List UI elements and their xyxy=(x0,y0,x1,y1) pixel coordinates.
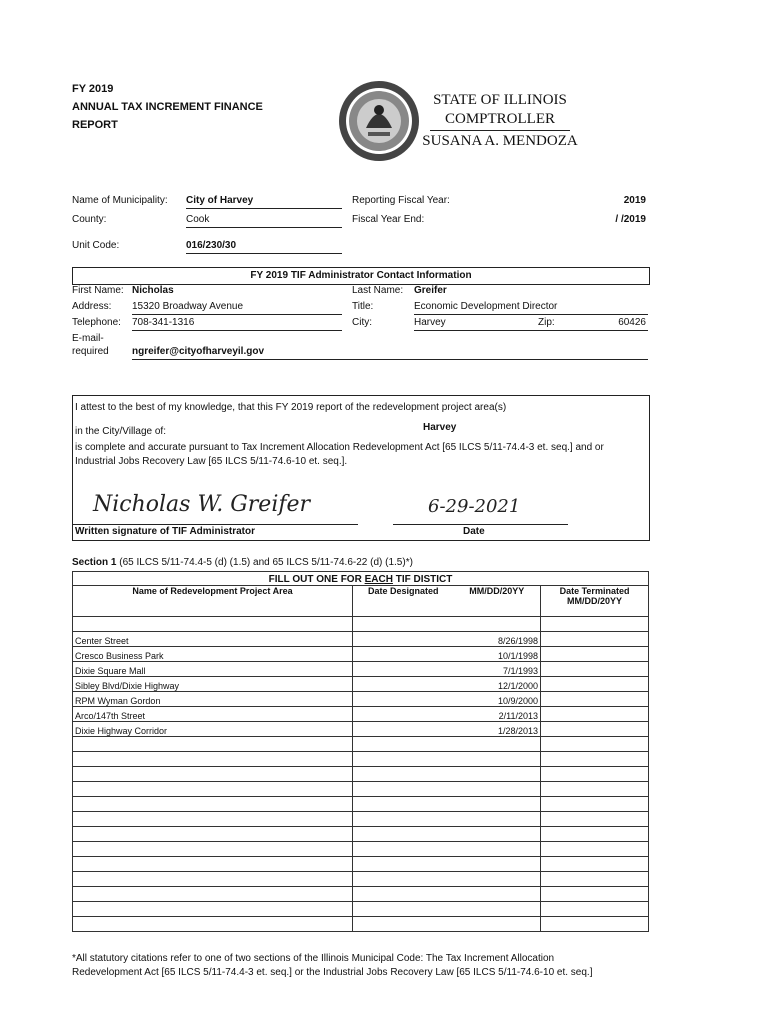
table-row xyxy=(73,767,649,782)
project-area-name xyxy=(73,857,353,872)
project-area-name xyxy=(73,737,353,752)
comptroller-divider xyxy=(430,130,570,131)
last-name-value: Greifer xyxy=(414,285,447,296)
table-row xyxy=(73,752,649,767)
date-terminated xyxy=(541,692,649,707)
date-terminated xyxy=(541,812,649,827)
project-area-name xyxy=(73,902,353,917)
handwritten-signature: Nicholas W. Greifer xyxy=(93,492,311,517)
project-area-name xyxy=(73,887,353,902)
title-label: Title: xyxy=(352,301,374,312)
title-value: Economic Development Director xyxy=(414,301,648,315)
col-terminated-line1: Date Terminated xyxy=(559,586,630,596)
table-row xyxy=(73,812,649,827)
date-designated xyxy=(353,782,541,797)
table-row xyxy=(73,887,649,902)
table-row xyxy=(73,707,649,722)
table-header-row xyxy=(73,586,649,617)
footnote-line2: Redevelopment Act [65 ILCS 5/11-74.4-3 et. seq.] or the Industrial Jobs Recovery Law [65 ILCS 5/11-74.6-10 et. seq.] xyxy=(72,967,593,978)
email-label-2: required xyxy=(72,346,109,357)
report-title: ANNUAL TAX INCREMENT FINANCE xyxy=(72,101,263,113)
tif-rows xyxy=(73,632,649,932)
table-row xyxy=(73,872,649,887)
table-row xyxy=(73,647,649,662)
report-year: FY 2019 xyxy=(72,83,114,95)
date-designated: 8/26/1998 xyxy=(353,632,541,647)
first-name-label: First Name: xyxy=(72,285,124,296)
comptroller-name: SUSANA A. MENDOZA xyxy=(422,133,578,149)
first-name-value: Nicholas xyxy=(132,285,174,296)
project-area-name: RPM Wyman Gordon xyxy=(73,692,353,707)
date-designated xyxy=(353,812,541,827)
date-designated xyxy=(353,827,541,842)
date-terminated xyxy=(541,827,649,842)
project-area-name xyxy=(73,917,353,932)
table-row xyxy=(73,737,649,752)
col-name-header: Name of Redevelopment Project Area xyxy=(73,586,353,617)
city-label: City: xyxy=(352,317,372,328)
col-terminated-line2: MM/DD/20YY xyxy=(567,596,623,606)
col-designated-header: Date Designated xyxy=(353,586,454,617)
table-row xyxy=(73,797,649,812)
date-terminated xyxy=(541,767,649,782)
date-designated xyxy=(353,797,541,812)
table-row xyxy=(73,632,649,647)
project-area-name: Dixie Highway Corridor xyxy=(73,722,353,737)
tif-districts-table xyxy=(72,571,649,932)
date-designated xyxy=(353,737,541,752)
contact-title: FY 2019 TIF Administrator Contact Information xyxy=(250,270,472,281)
city-value: Harvey xyxy=(414,317,446,328)
signature-label: Written signature of TIF Administrator xyxy=(75,526,256,537)
table-title xyxy=(73,572,649,586)
attestation-line1: I attest to the best of my knowledge, that this FY 2019 report of the redevelopment project area(s) xyxy=(75,402,507,413)
county-value: Cook xyxy=(186,214,342,228)
table-blank-row xyxy=(73,617,649,632)
signature-line xyxy=(73,524,358,525)
date-designated: 1/28/2013 xyxy=(353,722,541,737)
table-row xyxy=(73,857,649,872)
fiscal-end-label: Fiscal Year End: xyxy=(352,214,425,225)
last-name-label: Last Name: xyxy=(352,285,404,296)
report-subtitle: REPORT xyxy=(72,119,118,131)
date-label: Date xyxy=(463,526,485,537)
project-area-name xyxy=(73,812,353,827)
footnote-line1: *All statutory citations refer to one of two sections of the Illinois Municipal Code: The Tax Increment Allocation xyxy=(72,953,555,964)
address-value: 15320 Broadway Avenue xyxy=(132,301,342,315)
city-field xyxy=(414,317,648,331)
date-terminated xyxy=(541,842,649,857)
table-row xyxy=(73,692,649,707)
date-terminated xyxy=(541,752,649,767)
zip-label: Zip: xyxy=(538,317,555,328)
project-area-name: Cresco Business Park xyxy=(73,647,353,662)
date-designated xyxy=(353,767,541,782)
date-terminated xyxy=(541,917,649,932)
report-header xyxy=(72,80,263,134)
date-designated: 2/11/2013 xyxy=(353,707,541,722)
attestation-line4: Industrial Jobs Recovery Law [65 ILCS 5/11-74.6-10 et. seq.]. xyxy=(75,456,348,467)
unit-code-value: 016/230/30 xyxy=(186,240,342,254)
section1-title xyxy=(72,557,413,568)
table-row xyxy=(73,782,649,797)
date-terminated xyxy=(541,887,649,902)
date-terminated xyxy=(541,722,649,737)
table-row xyxy=(73,917,649,932)
county-label: County: xyxy=(72,214,107,225)
fiscal-year-value: 2019 xyxy=(623,195,646,206)
date-designated xyxy=(353,917,541,932)
table-row xyxy=(73,662,649,677)
date-designated xyxy=(353,887,541,902)
unit-code-label: Unit Code: xyxy=(72,240,120,251)
date-designated xyxy=(353,752,541,767)
table-title-row xyxy=(73,572,649,586)
date-terminated xyxy=(541,902,649,917)
table-row xyxy=(73,842,649,857)
col-terminated-header xyxy=(541,586,649,617)
date-terminated xyxy=(541,872,649,887)
table-title-each: EACH xyxy=(364,574,393,585)
contact-title-box xyxy=(72,267,650,285)
date-designated xyxy=(353,902,541,917)
project-area-name: Arco/147th Street xyxy=(73,707,353,722)
table-title-pre: FILL OUT ONE FOR xyxy=(268,574,365,585)
project-area-name xyxy=(73,797,353,812)
section1-label: Section 1 xyxy=(72,557,117,568)
date-terminated xyxy=(541,737,649,752)
state-seal-icon xyxy=(338,80,420,162)
comptroller-state: STATE OF ILLINOIS xyxy=(433,92,567,108)
attestation-box xyxy=(72,395,650,541)
project-area-name xyxy=(73,767,353,782)
address-label: Address: xyxy=(72,301,112,312)
table-row xyxy=(73,677,649,692)
date-designated: 12/1/2000 xyxy=(353,677,541,692)
date-terminated xyxy=(541,707,649,722)
project-area-name xyxy=(73,827,353,842)
telephone-label: Telephone: xyxy=(72,317,121,328)
comptroller-title: COMPTROLLER xyxy=(444,111,555,127)
date-designated xyxy=(353,872,541,887)
date-terminated xyxy=(541,797,649,812)
date-designated xyxy=(353,842,541,857)
city-village-label: in the City/Village of: xyxy=(75,426,166,437)
project-area-name: Sibley Blvd/Dixie Highway xyxy=(73,677,353,692)
attestation-city-value: Harvey xyxy=(423,422,457,433)
email-value: ngreifer@cityofharveyil.gov xyxy=(132,346,648,360)
fiscal-end-value: / /2019 xyxy=(615,214,646,225)
date-terminated xyxy=(541,782,649,797)
project-area-name xyxy=(73,752,353,767)
project-area-name xyxy=(73,782,353,797)
handwritten-date: 6-29-2021 xyxy=(428,496,521,517)
date-line xyxy=(393,524,568,525)
municipality-name-label: Name of Municipality: xyxy=(72,195,168,206)
date-terminated xyxy=(541,647,649,662)
attestation-city-label xyxy=(75,426,166,437)
date-terminated xyxy=(541,632,649,647)
project-area-name: Dixie Square Mall xyxy=(73,662,353,677)
date-terminated xyxy=(541,677,649,692)
fiscal-year-label: Reporting Fiscal Year: xyxy=(352,195,450,206)
project-area-name xyxy=(73,872,353,887)
municipality-name-value: City of Harvey xyxy=(186,195,342,209)
date-designated: 10/9/2000 xyxy=(353,692,541,707)
table-row xyxy=(73,722,649,737)
telephone-value: 708-341-1316 xyxy=(132,317,342,331)
table-title-post: TIF DISTICT xyxy=(392,574,453,585)
zip-value: 60426 xyxy=(618,317,646,328)
table-row xyxy=(73,827,649,842)
date-designated: 10/1/1998 xyxy=(353,647,541,662)
table-row xyxy=(73,902,649,917)
date-terminated xyxy=(541,662,649,677)
date-designated: 7/1/1993 xyxy=(353,662,541,677)
project-area-name xyxy=(73,842,353,857)
date-terminated xyxy=(541,857,649,872)
project-area-name: Center Street xyxy=(73,632,353,647)
col-format-header: MM/DD/20YY xyxy=(454,586,541,617)
email-label-1: E-mail- xyxy=(72,333,104,344)
attestation-line3: is complete and accurate pursuant to Tax Increment Allocation Redevelopment Act [65 ILCS 5/11-74.4-3 et. seq.] and or xyxy=(75,442,604,453)
date-designated xyxy=(353,857,541,872)
section1-citation: (65 ILCS 5/11-74.4-5 (d) (1.5) and 65 ILCS 5/11-74.6-22 (d) (1.5)*) xyxy=(116,557,413,568)
